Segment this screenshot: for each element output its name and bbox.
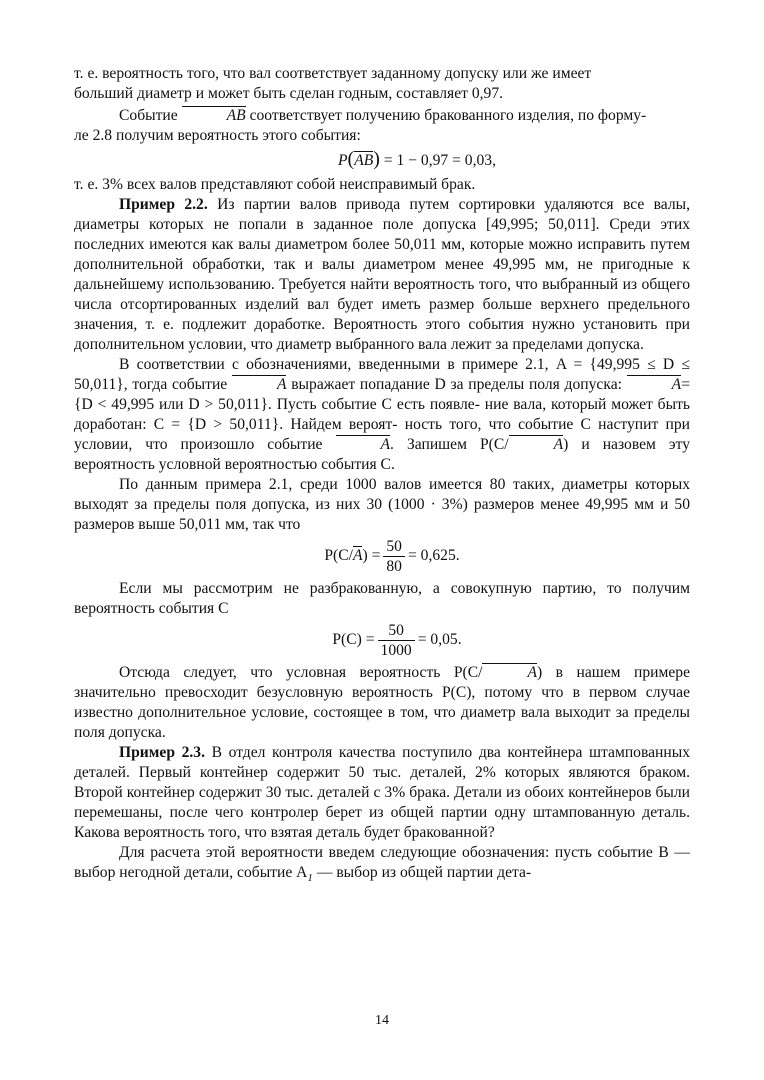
formula-1: P(AB) = 1 − 0,97 = 0,03, (338, 148, 496, 170)
paragraph: Если мы рассмотрим не разбракованную, а совокупную партию, то получим вероятность события C (74, 580, 690, 617)
paragraph: т. е. 3% всех валов представляют собой неисправимый брак. (74, 176, 476, 193)
overline-ab: AB (182, 106, 246, 123)
formula-2: P(C/A) = $\frac{50}{80}$ = 0,625. (324, 538, 460, 575)
formula-3: P(C) = $\frac{50}{1000}$ = 0,05. (332, 622, 462, 659)
example-title: Пример 2.3. (119, 744, 205, 761)
paragraph-line (74, 64, 690, 104)
fraction: $\frac{50}{1000}$ (378, 621, 415, 660)
fraction: $\frac{50}{80}$ (383, 537, 405, 576)
paragraph-conditional: Отсюда следует, что условная вероятность P(C/ A) в нашем примере значительно превосходит безусловную вероятность P(C), потому что в первом случае известно дополнительное условие, состоящее в том, что диаметр вала выходит за пределы поля допуска. (74, 664, 690, 741)
example-title: Пример 2.2. (119, 196, 208, 213)
page-number: 14 (375, 1013, 389, 1028)
paragraph-notation: В соответствии с обозначениями, введенными в примере 2.1, A = {49,995 ≤ D ≤ 50,011}, тогда событие A выражает попадание D за пределы поля допуска: A= {D < 49,995 или D > 50,011}. Пусть событие C есть появле- ние вала, который может быть доработан: C = {D > 50,011}. Найдем вероят- ность того, что событие C наступит при условии, что произошло событие A. Запишем P(C/ A) и назовем эту вероятность условной вероятностью события C. (74, 356, 691, 473)
paragraph-event-ab: Событие AB соответствует получению бракованного изделия, по форму- ле 2.8 получим вероятность этого события: (74, 107, 647, 144)
example-2-3: Пример 2.3. В отдел контроля качества поступило два контейнера штампованных деталей. Первый контейнер содержит 50 тыс. деталей, 2% которых являются браком. Второй контейнер содержит 30 тыс. деталей с 3% брака. Детали из обоих контейнеров были перемешаны, после чего контролер берет из общей партии одну штампованную деталь. Какова вероятность того, что взятая деталь будет бракованной? (74, 744, 691, 841)
paragraph-last: Для расчета этой вероятности введем следующие обозначения: пусть событие B — выбор негодной детали, событие $A_1$ — выбор из общей партии дета- (74, 844, 690, 885)
text-line: т. е. вероятность того, что вал соответствует заданному допуску или же имеет (74, 65, 592, 82)
page-body (74, 64, 690, 888)
text-line: больший диаметр и может быть сделан годным, составляет 0,97. (74, 85, 504, 102)
example-2-2: Пример 2.2. Из партии валов привода путем сортировки удаляются все валы, диаметры которых не попали в заданное поле допуска [49,995; 50,011]. Среди этих последних имеются как валы диаметром более 50,011 мм, которые можно исправить путем дополнительной обработки, так и валы диаметром менее 49,995 мм, не пригодные к дальнейшему использованию. Требуется найти вероятность того, что выбранный из общего числа отсортированных изделий вал будет иметь размер больше верхнего предельного значения, т. е. подлежит доработке. Вероятность этого события нужно установить при дополнительном условии, что диаметр выбранного вала лежит за пределами допуска. (74, 196, 691, 353)
paragraph: По данным примера 2.1, среди 1000 валов имеется 80 таких, диаметры которых выходят за пределы поля допуска, из них 30 (1000 · 3%) размеров менее 49,995 мм и 50 размеров выше 50,011 мм, так что (74, 476, 690, 533)
